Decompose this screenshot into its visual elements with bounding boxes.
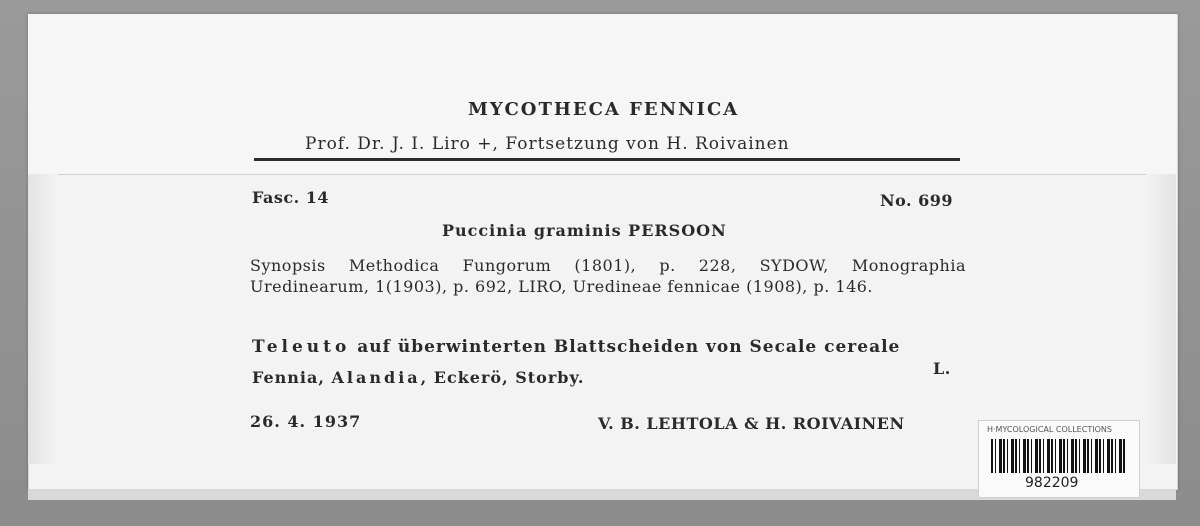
locality-country: Fennia, [252, 368, 332, 387]
title-rule [254, 158, 960, 161]
fascicle-number: Fasc. 14 [252, 188, 330, 207]
exsiccata-title: MYCOTHECA FENNICA [468, 99, 740, 120]
exsiccata-editors: Prof. Dr. J. I. Liro +, Fortsetzung von H. Roivainen [305, 134, 790, 154]
barcode-number: 982209 [1025, 475, 1079, 491]
locality-place: , Eckerö, Storby. [420, 368, 585, 387]
host-description [252, 337, 900, 357]
literature-references: Synopsis Methodica Fungorum (1801), p. 228, SYDOW, Monographia Uredinearum, 1(1903), p. 692, LIRO, Uredineae fennicae (1908), p. 146. [250, 256, 966, 296]
host-stage: Teleuto [252, 337, 351, 357]
locality-province: Alandia [331, 368, 421, 387]
species-name: Puccinia graminis PERSOON [442, 221, 727, 240]
specimen-number: No. 699 [880, 191, 954, 210]
barcode-label [978, 420, 1140, 498]
host-authority: L. [933, 359, 951, 378]
host-substrate: auf überwinterten Blattscheiden von Secale cereale [350, 337, 901, 357]
collectors: V. B. LEHTOLA & H. ROIVAINEN [598, 414, 905, 433]
locality [252, 368, 585, 387]
barcode-bars [991, 439, 1125, 473]
packet-right-fold [1146, 174, 1176, 464]
packet-left-fold [28, 174, 58, 464]
collection-date: 26. 4. 1937 [250, 412, 362, 431]
barcode-header: H·MYCOLOGICAL COLLECTIONS [987, 425, 1112, 434]
